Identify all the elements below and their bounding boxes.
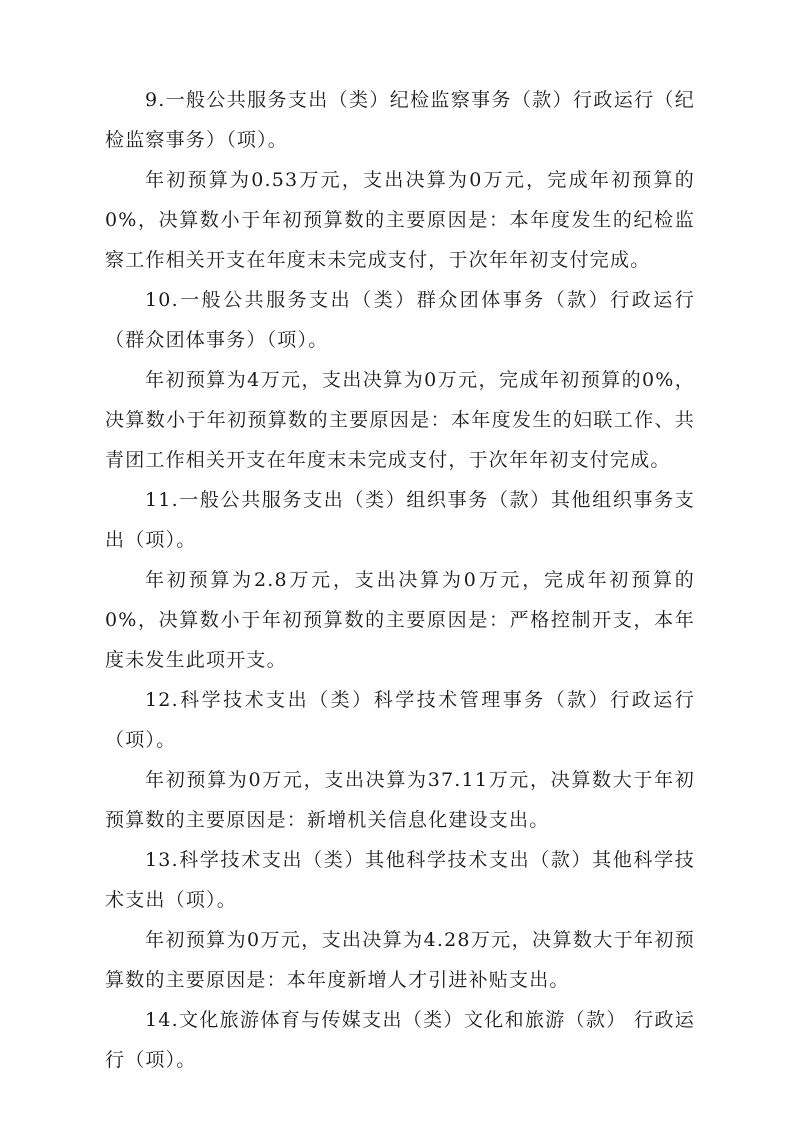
section-heading-11: 11.一般公共服务支出（类）组织事务（款）其他组织事务支出（项）。 [105, 489, 695, 551]
section-heading-9: 9.一般公共服务支出（类）纪检监察事务（款）行政运行（纪检监察事务）（项）。 [105, 89, 695, 151]
section-heading-14: 14.文化旅游体育与传媒支出（类）文化和旅游（款） 行政运行（项）。 [105, 1009, 695, 1071]
section-body-11: 年初预算为2.8万元，支出决算为0万元，完成年初预算的0%，决算数小于年初预算数的主要原因是：严格控制开支，本年度未发生此项开支。 [105, 569, 695, 671]
section-heading-10: 10.一般公共服务支出（类）群众团体事务（款）行政运行（群众团体事务）（项）。 [105, 289, 695, 351]
section-body-12: 年初预算为0万元，支出决算为37.11万元，决算数大于年初预算数的主要原因是：新增机关信息化建设支出。 [105, 769, 695, 831]
section-body-10: 年初预算为4万元，支出决算为0万元，完成年初预算的0%，决算数小于年初预算数的主要原因是：本年度发生的妇联工作、共青团工作相关开支在年度末未完成支付，于次年年初支付完成。 [105, 369, 695, 471]
section-heading-12: 12.科学技术支出（类）科学技术管理事务（款）行政运行（项）。 [105, 689, 695, 751]
section-body-9: 年初预算为0.53万元，支出决算为0万元，完成年初预算的0%，决算数小于年初预算数的主要原因是：本年度发生的纪检监察工作相关开支在年度末未完成支付，于次年年初支付完成。 [105, 169, 695, 271]
section-body-13: 年初预算为0万元，支出决算为4.28万元，决算数大于年初预算数的主要原因是：本年度新增人才引进补贴支出。 [105, 929, 695, 991]
document-page [105, 80, 695, 1080]
section-heading-13: 13.科学技术支出（类）其他科学技术支出（款）其他科学技术支出（项）。 [105, 849, 695, 911]
